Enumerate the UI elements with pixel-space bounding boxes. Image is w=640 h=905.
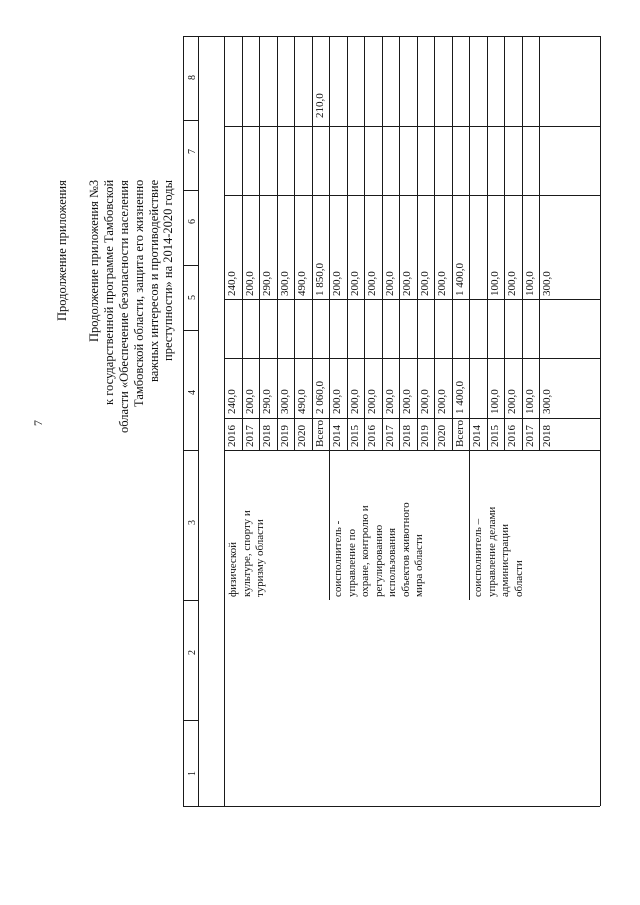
amount-cell: 100,0 [523,271,536,296]
executor-line: соисполнитель - [332,520,344,597]
row-rule [259,36,260,450]
executor-line: области [512,560,525,597]
amount-cell: 490,0 [296,271,308,296]
header-separator [183,600,198,601]
row-rule [434,36,435,450]
year-cell: 2016 [366,425,378,447]
amount-cell: 240,0 [226,389,238,414]
appendix-line-6: преступности» на 2014-2020 годы [161,179,175,361]
year-cell: 2016 [226,425,238,447]
year-cell: 2017 [523,425,536,447]
executor-line: мира области [413,534,425,597]
year-cell: 2019 [418,425,431,447]
executor-line: культуре, спорту и [240,510,253,597]
amount-cell: 200,0 [401,271,413,296]
amount-cell: 240,0 [226,271,238,296]
amount-cell: 200,0 [506,271,518,296]
header-separator [183,330,198,331]
executor-line: охране, контролю и [359,505,371,597]
amount-cell: 290,0 [261,271,273,296]
header-separator [183,720,198,721]
executor-line: администрации [499,524,511,597]
row-rule [539,36,540,450]
header-separator [183,450,198,451]
row-rule [399,36,400,450]
year-cell: 2017 [243,425,256,447]
amount-cell: 100,0 [488,271,501,296]
appendix-line-3: области «Обеспечение безопасности населения [117,180,131,433]
executor-line: регулированию [372,524,385,597]
table-rule [183,36,184,806]
table-rule [600,36,601,806]
amount-cell: 200,0 [436,271,448,296]
header-separator [183,120,198,121]
year-cell: 2018 [541,425,553,447]
column-rule [224,299,600,300]
amount-cell: 200,0 [418,271,431,296]
table-rule [183,36,600,37]
column-header-7: 7 [187,149,198,154]
year-cell: 2015 [488,425,501,447]
amount-cell: 200,0 [348,389,361,414]
row-rule [277,36,278,450]
year-cell: 2016 [506,425,518,447]
column-rule [224,450,600,451]
amount-cell: 200,0 [243,389,256,414]
total-label: Всего [453,420,466,447]
appendix-line-4: Тамбовской области, защита его жизненно [132,179,146,407]
row-rule [294,36,295,450]
amount-cell: 200,0 [436,389,448,414]
year-cell: 2020 [436,425,448,447]
row-rule [312,36,313,450]
executor-line: использования [386,527,398,597]
year-cell: 2017 [383,425,396,447]
group-rule [329,36,330,600]
column-header-6: 6 [187,219,198,224]
amount-cell: 300,0 [541,389,553,414]
amount-cell: 200,0 [331,389,343,414]
amount-cell: 490,0 [296,389,308,414]
total-amount: 210,0 [313,93,326,118]
amount-cell: 200,0 [366,389,378,414]
row-rule [522,36,523,450]
amount-cell: 200,0 [331,271,343,296]
amount-cell: 300,0 [541,271,553,296]
row-rule [417,36,418,450]
column-header-1: 1 [187,771,198,776]
executor-line: туризму области [254,519,266,597]
table-rule [198,36,199,806]
amount-cell: 200,0 [243,271,256,296]
appendix-line-2: к государственной программе Тамбовской [102,179,116,405]
year-cell: 2015 [348,425,361,447]
header-separator [183,265,198,266]
page-number: 7 [31,420,45,426]
amount-cell: 100,0 [488,389,501,414]
appendix-line-1: Продолжение приложения №3 [87,179,101,342]
amount-cell: 200,0 [383,271,396,296]
row-rule [242,36,243,450]
column-header-2: 2 [187,650,198,655]
amount-cell: 300,0 [278,389,291,414]
column-header-5: 5 [187,295,198,300]
appendix-line-5: важных интересов и противодействие [147,179,161,382]
amount-cell: 200,0 [418,389,431,414]
row-rule [364,36,365,450]
header-separator [183,190,198,191]
executor-line: объектов животного [399,502,412,597]
row-rule [347,36,348,450]
table-rule [224,36,225,806]
total-label: Всего [313,420,326,447]
table-rule [183,806,600,807]
year-cell: 2018 [401,425,413,447]
amount-cell: 200,0 [348,271,361,296]
executor-line: физической [227,542,239,597]
continuation-title: Продолжение приложения [55,180,69,321]
column-rule [224,358,600,359]
year-cell: 2014 [471,425,483,447]
amount-cell: 200,0 [383,389,396,414]
row-rule [452,36,453,450]
amount-cell: 100,0 [523,389,536,414]
amount-cell: 200,0 [366,271,378,296]
year-cell: 2019 [278,425,291,447]
amount-cell: 290,0 [261,389,273,414]
total-amount: 1 400,0 [453,381,466,414]
total-amount: 1 400,0 [453,263,466,296]
group-rule [469,36,470,600]
amount-cell: 300,0 [278,271,291,296]
year-cell: 2018 [261,425,273,447]
column-rule [224,195,600,196]
column-header-4: 4 [187,390,198,395]
column-header-8: 8 [187,75,198,80]
column-rule [224,418,600,419]
row-rule [487,36,488,450]
amount-cell: 200,0 [401,389,413,414]
column-rule [224,126,600,127]
total-amount: 1 850,0 [313,263,326,296]
amount-cell: 200,0 [506,389,518,414]
column-header-3: 3 [187,520,198,525]
total-amount: 2 060,0 [313,381,326,414]
executor-line: соисполнитель – [472,518,484,597]
row-rule [382,36,383,450]
year-cell: 2014 [331,425,343,447]
row-rule [504,36,505,450]
executor-line: управление делами [485,506,498,597]
executor-line: управление по [345,529,358,597]
year-cell: 2020 [296,425,308,447]
